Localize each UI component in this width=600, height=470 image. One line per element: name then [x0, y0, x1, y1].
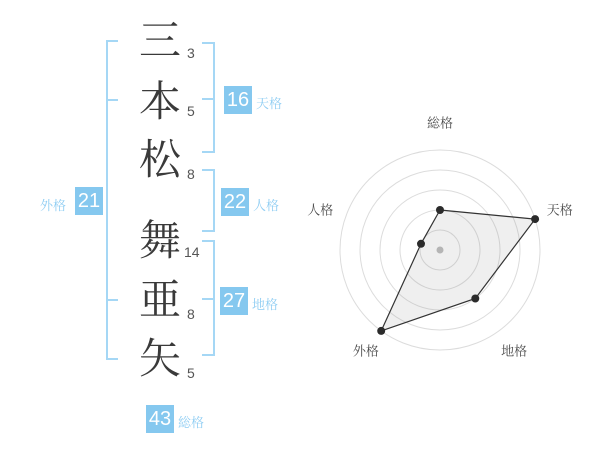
gaikaku-badge-label: 外格: [40, 198, 67, 213]
stroke-count: 3: [187, 45, 195, 61]
name-character: 本: [138, 78, 181, 125]
radar-axis-label: 総格: [426, 115, 454, 131]
radar-center-dot: [437, 247, 444, 254]
radar-point-5: [417, 240, 425, 248]
soukaku-badge-label: 総格: [178, 415, 205, 430]
tenkaku-badge-label: 天格: [256, 96, 283, 111]
soukaku-badge: 43: [146, 405, 174, 433]
radar-axis-label: 人格: [307, 202, 334, 218]
radar-svg: [300, 100, 600, 380]
radar-point-2: [531, 215, 539, 223]
radar-data-polygon: [381, 210, 535, 331]
stroke-count: 8: [187, 166, 195, 182]
name-character: 矢: [138, 335, 181, 382]
radar-point-4: [377, 327, 385, 335]
name-character: 三: [138, 17, 181, 64]
tenkaku-badge: 16: [224, 86, 252, 114]
stroke-count: 5: [187, 365, 195, 381]
name-character: 舞: [138, 217, 181, 264]
jinkaku-badge: 22: [221, 188, 249, 216]
radar-point-3: [471, 295, 479, 303]
gaikaku-badge: 21: [75, 187, 103, 215]
stroke-count: 14: [184, 244, 200, 260]
radar-axis-label: 地格: [501, 343, 528, 359]
jinkaku-badge-label: 人格: [253, 198, 280, 213]
name-character: 亜: [138, 276, 181, 323]
stroke-count: 5: [187, 103, 195, 119]
fortune-radar-chart: [300, 100, 600, 380]
name-character: 松: [138, 136, 181, 183]
radar-axis-label: 外格: [352, 343, 379, 359]
chikaku-badge: 27: [220, 287, 248, 315]
chikaku-badge-label: 地格: [252, 297, 279, 312]
stroke-count: 8: [187, 306, 195, 322]
radar-point-1: [436, 206, 444, 214]
radar-axis-label: 天格: [546, 202, 573, 218]
